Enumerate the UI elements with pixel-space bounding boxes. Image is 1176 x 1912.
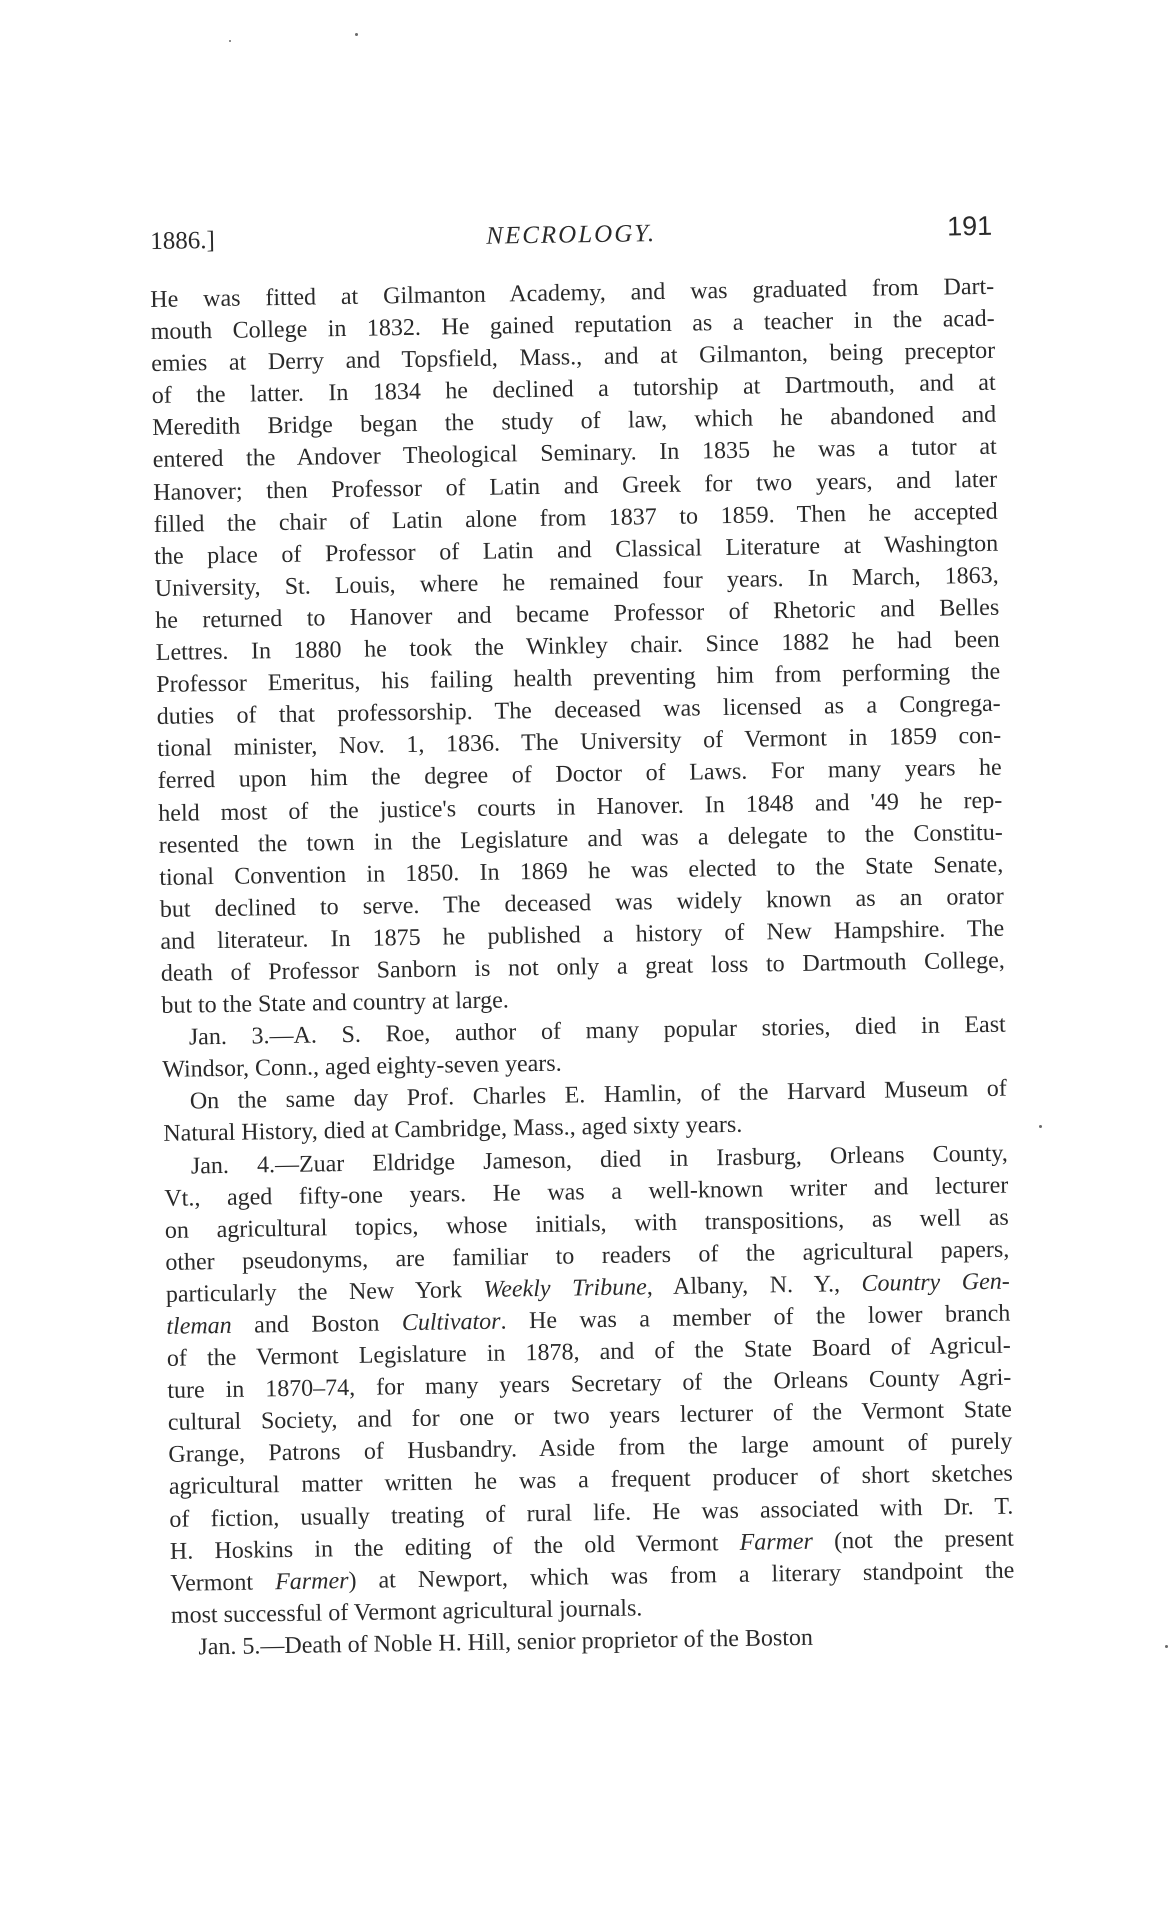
text-line: ferred upon him the degree of Doctor of Laws. For many years he <box>157 755 1002 795</box>
text-line: ture in 1870–74, for many years Secretary of the Orleans County Agri- <box>167 1364 1012 1405</box>
ink-speck <box>1039 1125 1042 1128</box>
text-line: tional Convention in 1850. In 1869 he was elected to the State Senate, <box>159 851 1004 891</box>
text-line: Windsor, Conn., aged eighty-seven years. <box>162 1050 562 1084</box>
text-line: H. Hoskins in the editing of the old Vermont Farmer (not the present <box>169 1525 1015 1565</box>
text-line: Jan. 5.—Death of Noble H. Hill, senior proprietor of the Boston <box>198 1624 814 1661</box>
text-line: filled the chair of Latin alone from 1837 to 1859. Then he accepted <box>153 498 998 538</box>
text-line: mouth College in 1832. He gained reputation as a teacher in the acad- <box>150 305 995 346</box>
text-line: duties of that professorship. The deceased was licensed as a Congrega- <box>156 690 1001 731</box>
text-line: of the Vermont Legislature in 1878, and of the State Board of Agricul- <box>166 1332 1011 1372</box>
text-line: of the latter. In 1834 he declined a tutorship at Dartmouth, and at <box>151 370 996 410</box>
text-line: Jan. 4.—Zuar Eldridge Jameson, died in Irasburg, Orleans County, <box>190 1140 1008 1179</box>
text-line: tleman and Boston Cultivator. He was a member of the lower branch <box>166 1300 1011 1340</box>
text-line: but declined to serve. The deceased was widely known as an orator <box>159 883 1004 923</box>
text-line: Hanover; then Professor of Latin and Greek for two years, and later <box>153 466 998 506</box>
text-line: On the same day Prof. Charles E. Hamlin, of the Harvard Museum of <box>189 1075 1007 1115</box>
text-line: particularly the New York Weekly Tribune, Albany, N. Y., Country Gen- <box>165 1268 1010 1308</box>
text-line: Lettres. In 1880 he took the Winkley chair. Since 1882 he had been <box>155 626 1000 666</box>
text-line: tional minister, Nov. 1, 1836. The University of Vermont in 1859 con- <box>157 722 1002 763</box>
text-line: and literateur. In 1875 he published a history of New Hampshire. The <box>160 915 1005 955</box>
text-line: Grange, Patrons of Husbandry. Aside from the large amount of purely <box>168 1428 1013 1469</box>
text-line: emies at Derry and Topsfield, Mass., and at Gilmanton, being preceptor <box>151 337 996 378</box>
header-year: 1886.] <box>150 226 216 255</box>
text-line: Professor Emeritus, his failing health preventing him from performing the <box>156 658 1001 699</box>
ink-speck <box>229 40 231 42</box>
text-line: Vermont Farmer) at Newport, which was from a literary standpoint the <box>170 1557 1015 1597</box>
text-line: agricultural matter written he was a frequent producer of short sketches <box>168 1461 1014 1501</box>
ink-speck <box>1165 1645 1168 1648</box>
text-line: most successful of Vermont agricultural journals. <box>170 1595 643 1629</box>
text-line: resented the town in the Legislature and was a delegate to the Constitu- <box>158 819 1003 859</box>
page-number: 191 <box>946 210 993 242</box>
text-line: Meredith Bridge began the study of law, which he abandoned and <box>152 402 997 442</box>
text-line: cultural Society, and for one or two years lecturer of the Vermont State <box>167 1396 1012 1437</box>
running-header <box>150 211 993 264</box>
paragraph <box>164 1137 1015 1632</box>
text-line: Natural History, died at Cambridge, Mass., aged sixty years. <box>163 1112 743 1148</box>
text-line: Jan. 3.—A. S. Roe, author of many popular stories, died in East <box>188 1011 1006 1051</box>
text-line: he returned to Hanover and became Professor of Rhetoric and Belles <box>155 594 1000 634</box>
ink-speck <box>355 33 358 36</box>
text-line: of fiction, usually treating of rural life. He was associated with Dr. T. <box>169 1493 1014 1533</box>
text-line: on agricultural topics, whose initials, with transpositions, as well as <box>164 1204 1009 1244</box>
text-line: but to the State and country at large. <box>161 987 509 1019</box>
paragraph <box>150 271 1005 1022</box>
header-title: NECROLOGY. <box>486 220 657 250</box>
body-text <box>150 271 1016 1664</box>
text-line: other pseudonyms, are familiar to readers of the agricultural papers, <box>165 1236 1010 1276</box>
text-line: Vt., aged fifty-one years. He was a well-known writer and lecturer <box>164 1172 1009 1212</box>
text-line: death of Professor Sanborn is not only a great loss to Dartmouth College, <box>160 947 1005 987</box>
text-line: University, St. Louis, where he remained four years. In March, 1863, <box>154 562 999 602</box>
text-line: entered the Andover Theological Seminary. In 1835 he was a tutor at <box>152 434 997 474</box>
text-line: the place of Professor of Latin and Classical Literature at Washington <box>154 530 999 570</box>
text-line: held most of the justice's courts in Hanover. In 1848 and '49 he rep- <box>158 787 1003 827</box>
text-line: He was fitted at Gilmanton Academy, and was graduated from Dart- <box>150 273 995 313</box>
